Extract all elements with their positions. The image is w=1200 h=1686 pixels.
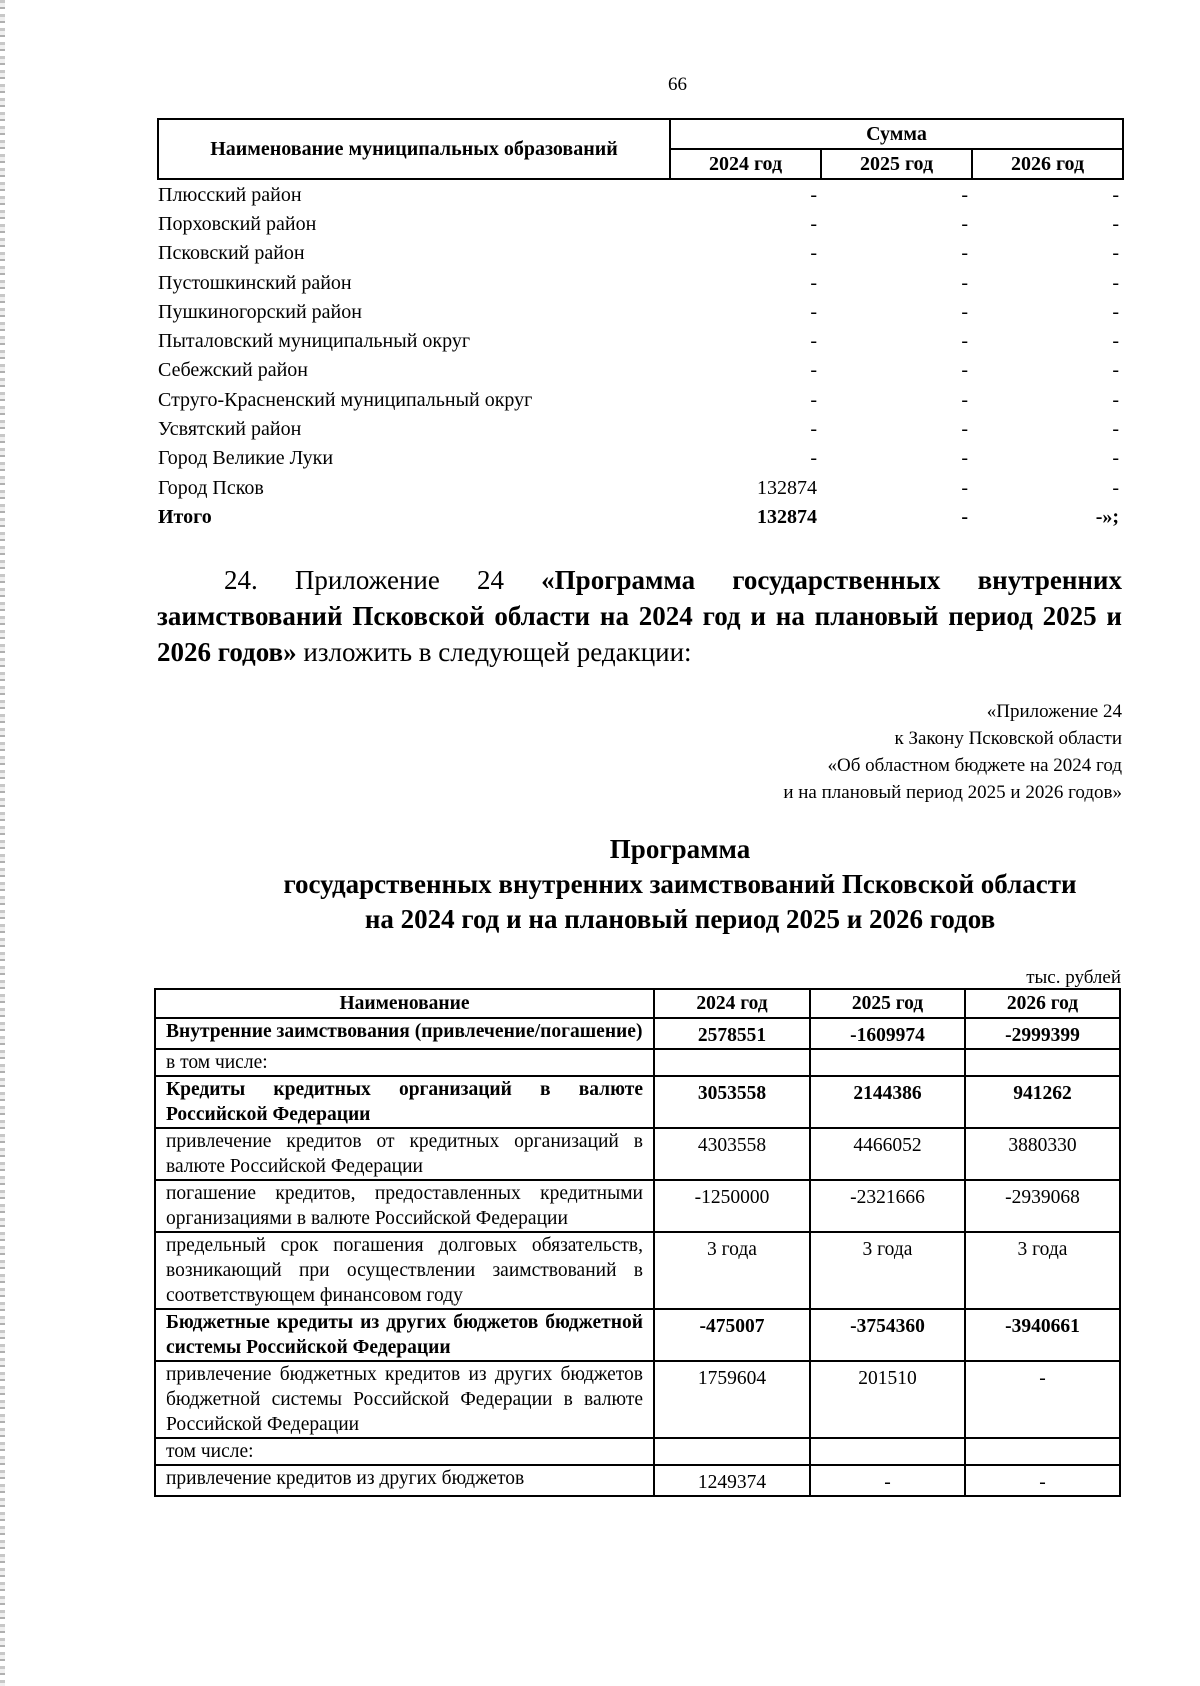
total-2026: -»; (1095, 505, 1120, 528)
municipality-name: Струго-Красненский муниципальный округ (158, 388, 533, 411)
appendix-ref-line: к Закону Псковской области (894, 728, 1122, 749)
t2-header-2025: 2025 год (810, 989, 965, 1018)
program-item-name: предельный срок погашения долговых обязательств, возникающий при осуществлении заимствований в соответствующем финансовом году (155, 1232, 654, 1309)
sum-2024: - (810, 418, 817, 441)
program-value-2026: - (965, 1465, 1120, 1496)
program-value-2026: -3940661 (965, 1309, 1120, 1361)
program-item-name: Кредиты кредитных организаций в валюте Российской Федерации (155, 1076, 654, 1128)
program-item-name: том числе: (155, 1438, 654, 1465)
appendix-ref-line: «Приложение 24 (986, 701, 1122, 722)
program-value-2024: 1249374 (654, 1465, 810, 1496)
sum-2025: - (961, 242, 968, 265)
municipality-row (158, 385, 1123, 414)
municipality-row (158, 239, 1123, 268)
header-year-2025: 2025 год (821, 149, 972, 179)
program-value-2025 (810, 1438, 965, 1465)
municipality-name: Пушкиногорский район (158, 300, 362, 323)
program-value-2026 (965, 1438, 1120, 1465)
program-row (155, 1232, 1120, 1309)
sum-2024: - (810, 300, 817, 323)
program-value-2025: 3 года (810, 1232, 965, 1309)
program-row (155, 1018, 1120, 1049)
program-item-name: привлечение бюджетных кредитов из других бюджетов бюджетной системы Российской Федерации в валюте Российской Федерации (155, 1361, 654, 1438)
municipality-name: Порховский район (158, 212, 317, 235)
sum-2025: - (961, 271, 968, 294)
program-value-2024: -475007 (654, 1309, 810, 1361)
program-value-2026: - (965, 1361, 1120, 1438)
municipality-name: Город Псков (158, 476, 264, 499)
header-year-2026: 2026 год (972, 149, 1123, 179)
paragraph-24 (157, 562, 1122, 670)
sum-2025: - (961, 183, 968, 206)
program-value-2025: 201510 (810, 1361, 965, 1438)
program-value-2024: 2578551 (654, 1018, 810, 1049)
sum-2024: - (810, 330, 817, 353)
sum-2025: - (961, 418, 968, 441)
sum-2024: - (810, 242, 817, 265)
units-label: тыс. рублей (1026, 967, 1121, 988)
sum-2024: - (810, 212, 817, 235)
municipal-sums-table (157, 118, 1124, 532)
sum-2026: - (1112, 212, 1120, 235)
program-value-2025: -2321666 (810, 1180, 965, 1232)
appendix-ref-line: и на плановый период 2025 и 2026 годов» (783, 782, 1122, 803)
program-value-2026: 3 года (965, 1232, 1120, 1309)
program-item-name: Бюджетные кредиты из других бюджетов бюджетной системы Российской Федерации (155, 1309, 654, 1361)
sum-2026: - (1112, 476, 1120, 499)
municipality-row (158, 326, 1123, 355)
appendix-reference (600, 698, 1122, 806)
program-value-2025: 4466052 (810, 1128, 965, 1180)
t2-header-name: Наименование (155, 989, 654, 1018)
sum-2025: - (961, 212, 968, 235)
sum-2024: - (810, 359, 817, 382)
program-row (155, 1049, 1120, 1076)
sum-2024: - (810, 183, 817, 206)
program-value-2025: - (810, 1465, 965, 1496)
paragraph-24-prefix: 24. Приложение 24 (224, 565, 542, 595)
sum-2026: - (1112, 300, 1120, 323)
sum-2026: - (1112, 388, 1120, 411)
total-2024: 132874 (757, 505, 817, 528)
t2-header-2026: 2026 год (965, 989, 1120, 1018)
t2-header-2024: 2024 год (654, 989, 810, 1018)
sum-2025: - (961, 300, 968, 323)
program-item-name: привлечение кредитов от кредитных организаций в валюте Российской Федерации (155, 1128, 654, 1180)
program-value-2026: -2999399 (965, 1018, 1120, 1049)
program-item-name: в том числе: (155, 1049, 654, 1076)
program-row (155, 1076, 1120, 1128)
program-row (155, 1438, 1120, 1465)
municipality-row (158, 209, 1123, 238)
sum-2025: - (961, 447, 968, 470)
program-value-2026 (965, 1049, 1120, 1076)
municipality-name: Пыталовский муниципальный округ (158, 330, 471, 353)
municipality-row (158, 356, 1123, 385)
program-value-2025: -3754360 (810, 1309, 965, 1361)
page-number: 66 (668, 74, 687, 95)
sum-2024: 132874 (757, 476, 817, 499)
program-row (155, 1128, 1120, 1180)
program-title-line: на 2024 год и на плановый период 2025 и 2026 годов (364, 904, 996, 934)
appendix-ref-line: «Об областном бюджете на 2024 год (827, 755, 1122, 776)
program-row (155, 1465, 1120, 1496)
sum-2026: - (1112, 183, 1120, 206)
program-title-line: государственных внутренних заимствований Псковской области (283, 869, 1077, 899)
sum-2026: - (1112, 242, 1120, 265)
paragraph-24-suffix: изложить в следующей редакции: (296, 637, 692, 667)
municipality-name: Город Великие Луки (158, 447, 334, 470)
program-value-2025 (810, 1049, 965, 1076)
municipality-row (158, 268, 1123, 297)
municipality-row (158, 473, 1123, 502)
program-title (230, 832, 1130, 937)
program-value-2024: 3053558 (654, 1076, 810, 1128)
municipality-name: Пустошкинский район (158, 271, 352, 294)
program-title-line: Программа (609, 834, 751, 864)
header-year-2024: 2024 год (670, 149, 821, 179)
sum-2025: - (961, 359, 968, 382)
program-value-2026: 3880330 (965, 1128, 1120, 1180)
program-value-2026: -2939068 (965, 1180, 1120, 1232)
municipality-row (158, 444, 1123, 473)
sum-2026: - (1112, 418, 1120, 441)
sum-2026: - (1112, 330, 1120, 353)
header-municipality: Наименование муниципальных образований (158, 119, 670, 179)
program-value-2024 (654, 1438, 810, 1465)
municipality-row (158, 414, 1123, 443)
program-value-2026: 941262 (965, 1076, 1120, 1128)
sum-2026: - (1112, 359, 1120, 382)
municipality-name: Псковский район (158, 242, 305, 265)
paragraph-24-bold: «Программа государственных внутренних заимствований Псковской области на 2024 год и на плановый период 2025 и 2026 годов» (157, 565, 1122, 667)
program-row (155, 1361, 1120, 1438)
sum-2025: - (961, 476, 968, 499)
municipality-row (158, 179, 1123, 209)
total-row (158, 502, 1123, 531)
program-value-2024 (654, 1049, 810, 1076)
program-row (155, 1180, 1120, 1232)
program-item-name: Внутренние заимствования (привлечение/погашение) (155, 1018, 654, 1049)
sum-2024: - (810, 271, 817, 294)
program-value-2025: -1609974 (810, 1018, 965, 1049)
sum-2026: - (1112, 271, 1120, 294)
program-value-2025: 2144386 (810, 1076, 965, 1128)
municipality-name: Себежский район (158, 359, 308, 382)
program-value-2024: 4303558 (654, 1128, 810, 1180)
municipality-row (158, 297, 1123, 326)
program-value-2024: -1250000 (654, 1180, 810, 1232)
total-2025: - (961, 505, 968, 528)
program-value-2024: 1759604 (654, 1361, 810, 1438)
program-row (155, 1309, 1120, 1361)
scan-edge (0, 0, 5, 1686)
sum-2024: - (810, 388, 817, 411)
sum-2025: - (961, 330, 968, 353)
program-item-name: погашение кредитов, предоставленных кредитными организациями в валюте Российской Федерации (155, 1180, 654, 1232)
municipality-name: Усвятский район (158, 418, 302, 441)
municipality-name: Плюсский район (158, 183, 302, 206)
header-sum: Сумма (670, 119, 1123, 149)
program-item-name: привлечение кредитов из других бюджетов (155, 1465, 654, 1496)
sum-2024: - (810, 447, 817, 470)
sum-2026: - (1112, 447, 1120, 470)
borrowing-program-table (154, 988, 1121, 1497)
program-value-2024: 3 года (654, 1232, 810, 1309)
sum-2025: - (961, 388, 968, 411)
total-label: Итого (158, 505, 212, 528)
